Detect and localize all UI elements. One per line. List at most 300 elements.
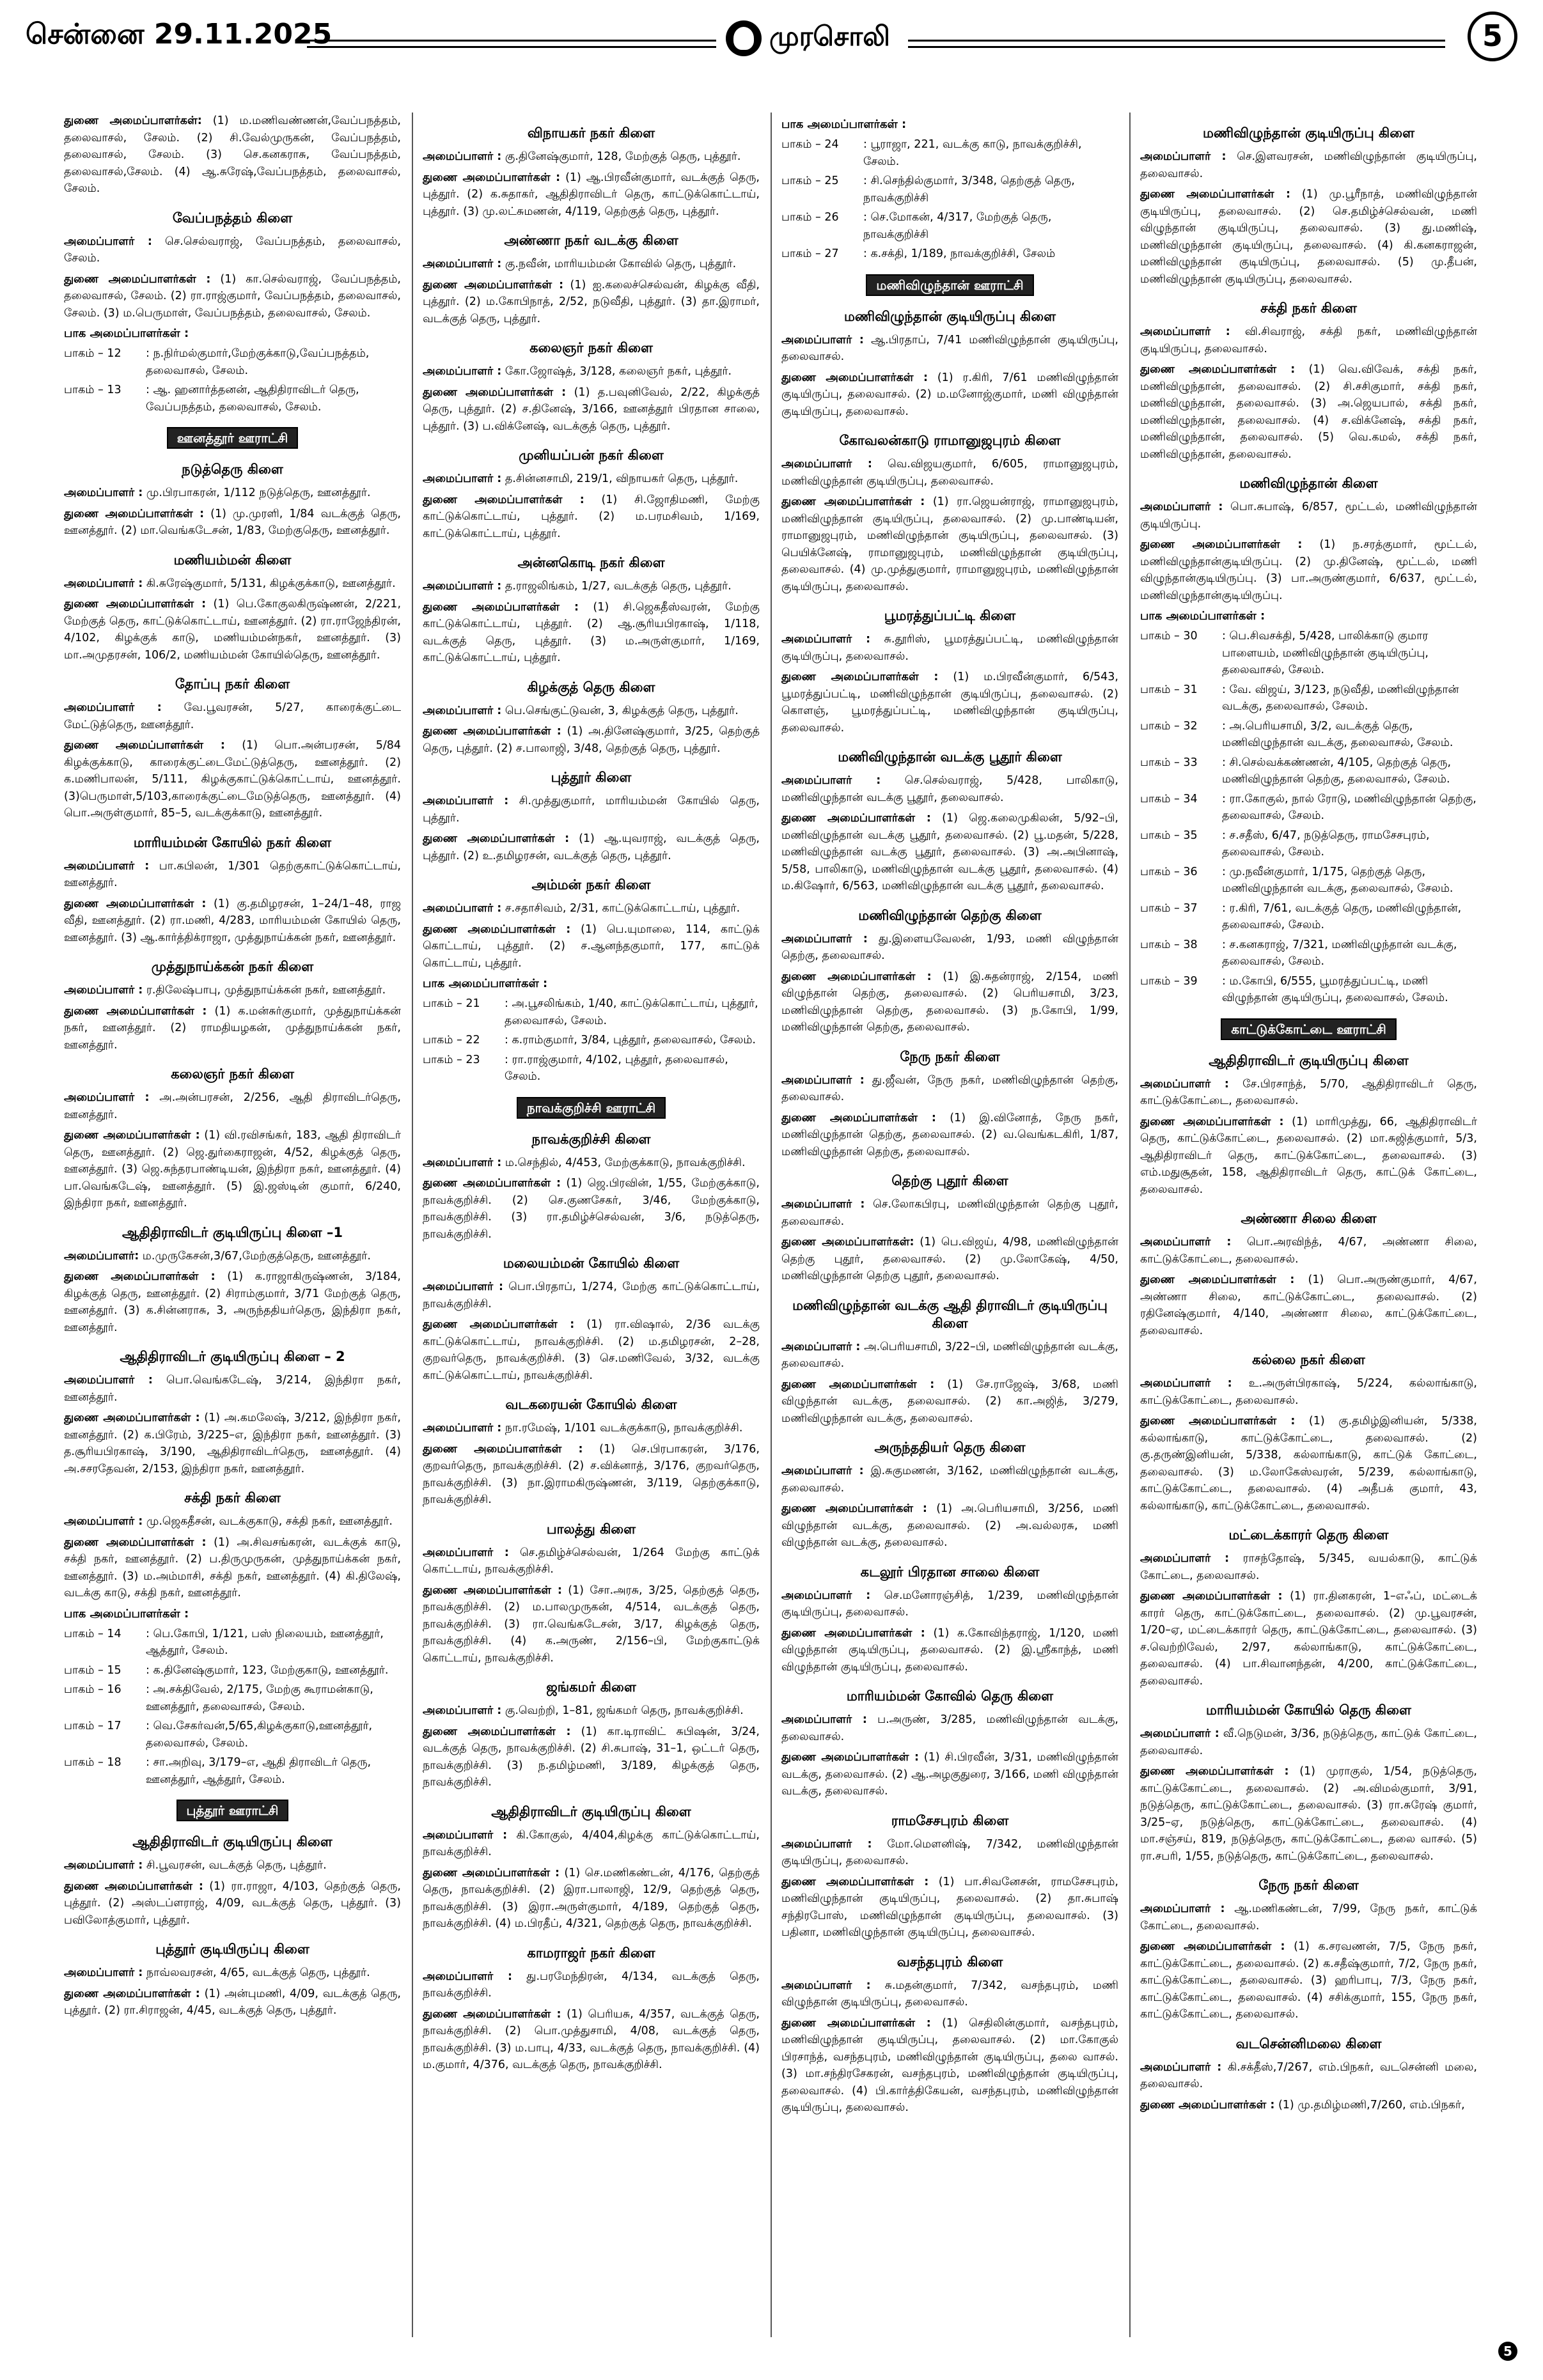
member-details: அ.அன்பரசன், 2/256, ஆதி திராவிடர்தெரு, ஊனத்தூர். [64,1091,401,1121]
member-details: மு.ஜெகதீசன், வடக்குகாடு, சக்தி நகர், ஊனத்தூர். [146,1515,393,1528]
panchayat-heading-label: நாவக்குறிச்சி ஊராட்சி [517,1097,666,1119]
member-entry [781,1977,1118,2011]
member-entry [1140,536,1477,604]
booth-entry [1140,937,1477,970]
booth-detail: : ச.கனகராஜ், 7/321, மணிவிழுந்தான் வடக்கு, தலைவாசல், சேலம். [1222,938,1457,968]
member-entry [1140,1901,1477,1934]
role-label: துணை அமைப்பாளர்கள் : [64,897,207,910]
member-entry [64,485,401,502]
member-details: கி.சுரேஷ்குமார், 5/131, கிழக்குக்காடு, ஊனத்தூர். [146,577,396,590]
section-subheading: பாக அமைப்பாளர்கள் : [64,1606,189,1621]
member-entry [781,1625,1118,1676]
member-details: (1) மாரிமுத்து, 66, ஆதிதிராவிடர் தெரு, காட்டுக்கோட்டை, தலைவாசல். (2) மா.சுஜித்குமார், 5/3, ஆதிதிராவிடர் தெரு, காட்டுக்கோட்டை, தலைவாசல். (3) எம்.மதுசூதன், 158, ஆதிதிராவிடர் தெரு, காட்டுக் கோட்டை, தலைவாசல். [1140,1115,1477,1196]
role-label: துணை அமைப்பாளர்கள் : [781,1875,929,1888]
member-entry [423,1827,760,1861]
member-entry [781,1711,1118,1745]
member-details: (1) ரா.விஷால், 2/36 வடக்கு காட்டுக்கொட்டாய், நாவக்குறிச்சி. (2) ம.தமிழரசன், 2–28, குறவர்தெரு, நாவக்குறிச்சி. (3) செ.மணிவேல், 3/32, வடக்கு காட்டுக்கொட்டாய், நாவக்குறிச்சி. [423,1318,760,1382]
booth-detail: : ர.கிரி, 7/61, வடக்குத் தெரு, மணிவிழுந்தான், தலைவாசல், சேலம். [1222,901,1462,931]
booth-detail: : ரா.கோகுல், நால் ரோடு, மணிவிழுந்தான் தெற்கு, தலைவாசல், சேலம். [1222,792,1476,822]
member-entry [423,1155,760,1172]
booth-number: பாகம் – 22 [423,1034,480,1046]
role-label: அமைப்பாளர் : [1140,325,1230,338]
role-label: துணை அமைப்பாளர்கள் : [423,171,561,184]
role-label: துணை அமைப்பாளர்கள் : [781,1502,927,1515]
member-details: கோ.ஜோஷ்த், 3/128, கலைஞர் நகர், புத்தூர். [505,365,732,378]
member-entry [1140,1413,1477,1514]
role-label: துணை அமைப்பாளர்கள் : [781,371,928,384]
member-entry [64,1372,401,1406]
member-entry [423,1279,760,1312]
member-entry [64,1878,401,1929]
member-entry [781,2015,1118,2117]
role-label: துணை அமைப்பாளர்கள் : [423,1442,583,1456]
member-details: செ.செல்வராஜ், 5/428, பாலிகாடு, மணிவிழுந்தான் வடக்கு பூதூர், தலைவாசல். [781,774,1118,804]
member-details: சி.முத்துகுமார், மாரியம்மன் கோயில் தெரு, புத்தூர். [423,795,760,825]
branch-heading: அன்னகொடி நகர் கிளை [517,555,665,570]
booth-detail: : மு.நவீன்குமார், 1/175, தெற்குத் தெரு, மணிவிழுந்தான் வடக்கு, தலைவாசல், சேலம். [1222,865,1453,895]
member-details: வெ.விஜயகுமார், 6/605, ராமானுஜபுரம், மணிவிழுந்தான் குடியிருப்பு, தலைவாசல். [781,458,1118,488]
role-label: அமைப்பாளர் : [1140,150,1226,163]
role-label: துணை அமைப்பாளர்கள் : [1140,1590,1283,1603]
member-entry [423,1441,760,1509]
member-entry [781,1376,1118,1427]
member-details: (1) ம.பிரவீன்குமார், 6/543, பூமரத்துப்பட்டி, மணிவிழுந்தான் குடியிருப்பு, தலைவாசல். (2) கொளஞ், பூமரத்துப்பட்டி, மணிவிழுந்தான் குடியிருப்பு, தலைவாசல். [781,671,1118,735]
member-entry [1140,1588,1477,1690]
branch-heading: புத்தூர் குடியிருப்பு கிளை [155,1941,309,1957]
booth-number: பாகம் – 39 [1140,974,1198,988]
role-label: துணை அமைப்பாளர்கள் : [423,1318,575,1331]
member-entry [781,1339,1118,1373]
role-label: துணை அமைப்பாளர்கள் : [1140,363,1296,376]
role-label: துணை அமைப்பாளர்கள் : [423,385,567,399]
member-entry [423,703,760,720]
column-2 [423,113,760,2337]
booth-number: பாகம் – 16 [64,1683,121,1696]
role-label: துணை அமைப்பாளர்கள் : [1140,1940,1285,1953]
member-details: து.இளையவேலன், 1/93, மணி விழுந்தான் தெற்கு, தலைவாசல். [781,932,1118,962]
branch-heading: சக்தி நகர் கிளை [184,1490,281,1505]
member-details: (1) செதிலின்குமார், வசந்தபுரம், மணிவிழுந்தான் குடியிருப்பு, தலைவாசல். (2) மா.கோகுல் பிரசாந்த், வசந்தபுரம், மணிவிழுந்தான் குடியிருப்பு, தலை வாசல். (3) மா.சந்திரசேகரன், வசந்தபுரம், மணிவிழுந்தான் குடியிருப்பு, தலைவாசல். (4) பி.கார்த்திகேயன், வசந்தபுரம், மணிவிழுந்தான் குடியிருப்பு, தலைவாசல். [781,2016,1118,2114]
member-entry [423,169,760,221]
branch-heading: மட்டைக்காரர் தெரு கிளை [1228,1527,1389,1543]
member-details: (1) ஜெ.கலைமுகிலன், 5/92–பி, மணிவிழுந்தான் வடக்கு பூதூர், தலைவாசல். (2) பூ.மதன், 5/228, மணிவிழுந்தான் வடக்கு பூதூர், தலைவாசல். (3) அ.அபினாஷ், 5/58, பாலிகாடு, மணிவிழுந்தான் வடக்கு பூதூர், தலைவாசல். (4) ம.கிஷோர், 6/563, மணிவிழுந்தான் வடக்கு பூதூர், தலைவாசல். [781,812,1118,892]
booth-number: பாகம் – 31 [1140,683,1198,696]
member-entry [64,1513,401,1530]
member-entry [423,1702,760,1720]
panchayat-heading [1140,1018,1477,1040]
member-details: (1) மு.பூரீநாத், மணிவிழுந்தான் குடியிருப்பு, தலைவாசல். (2) செ.தமிழ்ச்செல்வன், மணி விழுந்தான் குடியிருப்பு, தலைவாசல். (3) து.மணிஷ், மணிவிழுந்தான் குடியிருப்பு, தலைவாசல். (4) கி.கனகராஜன், மணிவிழுந்தான் குடியிருப்பு, தலைவாசல். (5) மு.தீபன், மணிவிழுந்தான் குடியிருப்பு, தலைவாசல். [1140,188,1477,286]
role-label: துணை அமைப்பாளர்கள்: [781,1236,914,1248]
member-entry [1140,186,1477,288]
booth-number: பாகம் – 38 [1140,938,1198,951]
branch-heading: கலைஞர் நகர் கிளை [171,1066,294,1082]
member-entry [1140,1076,1477,1110]
role-label: துணை அமைப்பாளர்கள் : [1140,538,1303,551]
branch-heading: தெற்கு புதூர் கிளை [891,1173,1008,1188]
member-entry [64,271,401,322]
booth-detail: : அ.பூசலிங்கம், 1/40, காட்டுக்கொட்டாய், புத்தூர், தலைவாசல், சேலம். [505,997,758,1027]
member-details: (1) கு.தமிழ்இனியன், 5/338, கல்லாங்காடு, காட்டுக்கோட்டை, தலைவாசல். (2) கு.தருண்இனியன், 5/338, கல்லாங்காடு, காட்டுக் கோட்டை, தலைவாசல். (3) ம.லோகேஸ்வரன், 5/239, கல்லாங்காடு, காட்டுக்கோட்டை, தலைவாசல். (4) அதீபக் குமார், 43, கல்லாங்காடு, காட்டுக்கோட்டை, தலைவாசல். [1140,1415,1477,1513]
member-details: செ.இளவரசன், மணிவிழுந்தான் குடியிருப்பு, தலைவாசல். [1140,150,1477,180]
role-label: துணை அமைப்பாளர்கள் : [423,278,564,292]
branch-heading: நாவக்குறிச்சி கிளை [531,1131,651,1147]
branch-heading: பூமரத்துப்பட்டி கிளை [884,608,1016,623]
booth-detail: : க.தினேஷ்குமார், 123, மேற்குகாடு, ஊனத்தூர். [146,1663,389,1677]
branch-heading: மணிவிழுந்தான் குடியிருப்பு கிளை [1202,125,1415,141]
member-entry [64,858,401,892]
member-entry [64,1003,401,1054]
elephant-emblem-icon [726,20,762,56]
role-label: அமைப்பாளர் : [64,1859,143,1872]
member-details: (1) ஆ.யுவராஜ், வடக்குத் தெரு, புத்தூர். (2) உ.தமிழரசன், வடக்குத் தெரு, புத்தூர். [423,832,760,862]
branch-heading: வசந்தபுரம் கிளை [897,1954,1003,1970]
section-subheading: பாக அமைப்பாளர்கள் : [64,327,189,340]
member-entry [781,332,1118,366]
member-entry [781,669,1118,736]
member-entry [423,471,760,488]
booth-number: பாகம் – 34 [1140,792,1198,805]
role-label: அமைப்பாளர் : [781,633,871,646]
booth-entry [64,1754,401,1788]
member-entry [423,384,760,435]
booth-detail: : வே. விஜய், 3/123, நடுவீதி, மணிவிழுந்தான் வடக்கு, தலைவாசல், சேலம். [1222,683,1459,713]
role-label: அமைப்பாளர் : [64,1515,143,1528]
booth-detail: : சா.அறிவு, 3/179–எ, ஆதி திராவிடர் தெரு, ஊனத்தூர், ஆத்தூர், சேலம். [146,1756,372,1786]
role-label: அமைப்பாளர் : [423,1828,508,1842]
member-entry [64,575,401,593]
booth-number: பாகம் – 27 [781,247,839,260]
member-details: (1) பெரியசு, 4/357, வடக்குத் தெரு, நாவக்குறிச்சி. (2) பொ.முத்துசாமி, 4/08, வடக்குத் தெரு, நாவக்குறிச்சி. (3) ம.பாபு, 4/33, வடக்குத் தெரு, நாவக்குறிச்சி. (4) ம.குமார், 4/376, வடக்குத் தெரு, நாவக்குறிச்சி. [423,2007,760,2071]
panchayat-heading-label: மணிவிழுந்தான் ஊராட்சி [866,274,1033,296]
role-label: அமைப்பாளர் : [781,1465,864,1477]
member-details: ப.அருண், 3/285, மணிவிழுந்தான் வடக்கு, தலைவாசல். [781,1713,1118,1743]
role-label: அமைப்பாளர் : [423,1704,502,1717]
member-details: பொ.பிரதாப், 1/274, மேற்கு காட்டுக்கொட்டாய், நாவக்குறிச்சி. [423,1280,760,1311]
role-label: அமைப்பாளர் : [781,1979,871,1992]
branch-heading: ஆதிதிராவிடர் குடியிருப்பு கிளை – 2 [120,1349,345,1364]
role-label: அமைப்பாளர் : [781,1073,865,1087]
branch-heading: மணிவிழுந்தான் குடியிருப்பு கிளை [843,308,1056,324]
role-label: அமைப்பாளர் : [781,1837,872,1851]
booth-entry [781,245,1118,263]
booth-number: பாகம் – 12 [64,347,121,360]
booth-entry [781,136,1118,170]
booth-number: பாகம் – 14 [64,1627,121,1640]
booth-entry [1140,754,1477,788]
member-entry [64,1410,401,1477]
member-entry [64,233,401,267]
branch-heading: விநாயகர் நகர் கிளை [527,125,655,141]
booth-entry [1140,827,1477,861]
role-label: அமைப்பாளர் : [781,1340,861,1353]
role-label: அமைப்பாளர் : [1140,1902,1225,1915]
booth-number: பாகம் – 36 [1140,865,1198,878]
member-entry [64,1268,401,1336]
member-entry [781,1234,1118,1285]
member-entry [423,1316,760,1384]
member-details: செ.லோகபிரபு, மணிவிழுந்தான் தெற்கு புதூர், தலைவாசல். [781,1198,1118,1228]
branch-heading: மணியம்மன் கிளை [173,552,292,568]
member-details: வீ.நெடுமன், 3/36, நடுத்தெரு, காட்டுக் கோட்டை, தலைவாசல். [1140,1727,1477,1757]
booth-entry [64,382,401,416]
member-details: பொ.அரவிந்த், 4/67, அண்ணா சிலை, காட்டுக்கோட்டை, தலைவாசல். [1140,1236,1477,1266]
role-label: அமைப்பாளர் : [64,859,150,873]
member-details: கு.தினேஷ்குமார், 128, மேற்குத் தெரு, புத்தூர். [505,150,741,163]
branch-heading: நேரு நகர் கிளை [1258,1878,1359,1893]
member-details: (1) கு.தமிழரசன், 1–24/1–48, ராஜ வீதி, ஊனத்தூர். (2) ரா.மணி, 4/283, மாரியம்மன் கோயில் தெரு, ஊனத்தூர். (3) ஆ.கார்த்திக்ராஜா, முத்துநாய்க்கன் நகர், ஊனத்தூர். [64,897,401,944]
member-entry [423,1723,760,1791]
role-label: துணை அமைப்பாளர்கள் : [781,495,925,508]
booth-number: பாகம் – 33 [1140,756,1198,769]
role-label: அமைப்பாளர் : [64,1374,153,1387]
panchayat-heading [64,427,401,449]
member-details: (1) த.பவுனிவேல், 2/22, கிழக்குத் தெரு, புத்தூர். (2) ச.தினேஷ், 3/166, ஊனத்தூர் பிரதான சாலை, புத்தூர். (3) ப.விக்னேஷ், வடக்குத் தெரு, புத்தூர். [423,385,760,433]
role-label: துணை அமைப்பாளர்கள் : [781,2016,931,2030]
branch-heading: நேரு நகர் கிளை [900,1048,1000,1064]
section-subheading: பாக அமைப்பாளர்கள் : [1140,609,1265,623]
booth-number: பாகம் – 13 [64,384,121,396]
branch-heading: ஜங்கமர் கிளை [546,1679,636,1695]
branch-heading: அண்ணா சிலை கிளை [1241,1211,1377,1226]
role-label: துணை அமைப்பாளர்கள் : [423,832,570,845]
role-label: துணை அமைப்பாளர்கள் : [1140,1415,1296,1427]
role-label: துணை அமைப்பாளர்கள் : [423,1866,560,1879]
branch-heading: வேப்பநத்தம் கிளை [172,210,293,226]
branch-heading: ஆதிதிராவிடர் குடியிருப்பு கிளை –1 [122,1224,343,1240]
member-details: (1) இ.சுதன்ராஜ், 2/154, மணி விழுந்தான் தெற்கு, தலைவாசல். (2) பெரியசாமி, 3/23, மணிவிழுந்தான் தெற்கு, தலைவாசல். (3) ந.கோபி, 1/99, மணிவிழுந்தான் தெற்கு, தலைவாசல். [781,970,1118,1034]
member-details: (1) பெ.விஜய், 4/98, மணிவிழுந்தான் தெற்கு புதூர், தலைவாசல். (2) மு.லோகேஷ், 4/50, மணிவிழுந்தான் தெற்கு புதூர், தலைவாசல். [781,1236,1118,1282]
role-label: அமைப்பாளர் : [64,486,143,499]
member-details: செ.தமிழ்ச்செல்வன், 1/264 மேற்கு காட்டுக் கொட்டாய், நாவக்குறிச்சி. [423,1546,760,1576]
branch-heading: மாரியம்மன் கோவில் தெரு கிளை [846,1688,1054,1704]
branch-heading: மாரியம்மன் கோயில் தெரு கிளை [1206,1702,1411,1718]
role-label: துணை அமைப்பாளர்கள் : [1140,188,1290,201]
role-label: அமைப்பாளர் : [423,1546,509,1559]
member-entry [781,369,1118,421]
branch-heading: நடுத்தெரு கிளை [182,462,283,477]
member-entry [64,506,401,540]
booth-number: பாகம் – 25 [781,175,839,187]
role-label: அமைப்பாளர் : [64,701,162,714]
member-entry [781,931,1118,965]
member-details: இ.சுகுமணன், 3/162, மணிவிழுந்தான் வடக்கு, தலைவாசல். [781,1465,1118,1495]
role-label: துணை அமைப்பாளர்கள் : [64,739,225,752]
member-details: சி.பூவரசன், வடக்குத் தெரு, புத்தூர். [146,1859,327,1872]
role-label: அமைப்பாளர் : [423,258,502,270]
article-columns [64,113,1478,2337]
branch-heading: கடலூர் பிரதான சாலை கிளை [860,1564,1040,1580]
member-details: (1) கா.செல்வராஜ், வேப்பநத்தம், தலைவாசல், சேலம். (2) ரா.ராஜ்குமார், வேப்பநத்தம், தலைவாசல், சேலம். (3) ம.பெருமாள், வேப்பநத்தம், தலைவாசல், சேலம். [64,272,401,320]
role-label: துணை அமைப்பாளர்கள் : [423,2007,561,2021]
member-entry [64,1857,401,1874]
booth-number: பாகம் – 18 [64,1756,121,1769]
booth-entry [423,1052,760,1085]
masthead-rule-right [908,40,1445,48]
member-details: (1) வெ.விவேக், சக்தி நகர், மணிவிழுந்தான், தலைவாசல். (2) சி.சசிகுமார், சக்தி நகர், மணிவிழுந்தான், தலைவாசல். (3) அ.ஜெயபால், சக்தி நகர், மணிவிழுந்தான், தலைவாசல். (4) ச.விக்னேஷ், சக்தி நகர், மணிவிழுந்தான், தலைவாசல். (5) வெ.கமல், சக்தி நகர், மணிவிழுந்தான், தலைவாசல். [1140,363,1477,461]
member-entry [781,1072,1118,1106]
member-details: (1) பெ.கோகுலகிருஷ்ணன், 2/221, மேற்குத் தெரு, காட்டுக்கொட்டாய், ஊனத்தூர். (2) ரா.ராஜேந்திரன், 4/102, கிழக்குக் காடு, மணியம்மன்நகர், ஊனத்தூர். (3) மா.அமுதரசன், 106/2, மணியம்மன் கோயில்தெரு, ஊனத்தூர். [64,598,401,662]
member-details: (1) அன்புமணி, 4/09, வடக்குத் தெரு, புத்தூர். (2) ரா.சிராஜன், 4/45, வடக்குத் தெரு, புத்தூர். [64,1987,401,2017]
member-details: (1) ர.கிரி, 7/61 மணிவிழுந்தான் குடியிருப்பு, தலைவாசல். (2) ம.மனோஜ்குமார், மணி விழுந்தான் குடியிருப்பு, தலைவாசல். [781,371,1118,418]
role-label: துணை அமைப்பாளர்கள் : [423,1583,562,1597]
member-entry [1140,2059,1477,2093]
member-details: (1) அ.சிவசங்கரன், வடக்குக் காடு, சக்தி நகர், ஊனத்தூர். (2) ப.திருமுருகன், முத்துநாய்க்கன் நகர், ஊனத்தூர். (3) ம.அம்மாசி, சக்தி நகர், ஊனத்தூர். (4) கி.திலேஷ், வடக்கு காடு, சக்தி நகர், ஊனத்தூர். [64,1536,401,1599]
member-entry [781,1874,1118,1941]
member-entry [423,2006,760,2074]
branch-heading: மணிவிழுந்தான் தெற்கு கிளை [858,907,1042,923]
role-label: துணை அமைப்பாளர்கள் : [64,598,207,611]
role-label: அமைப்பாளர் : [423,150,502,163]
role-label: துணை அமைப்பாளர்கள் : [1140,1765,1289,1778]
branch-heading: முனியப்பன் நகர் கிளை [519,447,664,463]
role-label: அமைப்பாளர் : [423,1970,512,1983]
role-label: அமைப்பாளர் : [781,1198,865,1211]
member-entry [781,494,1118,595]
role-label: அமைப்பாளர் : [423,472,502,485]
member-details: (1) வி.ரவிசங்கர், 183, ஆதி திராவிடர் தெரு, ஊனத்தூர். (2) ஜெ.துர்கைராஜன், 4/52, கிழக்குத் தெரு, ஊனத்தூர். (3) ஜெ.சுந்தரபாண்டியன், இந்திரா நகர், ஊனத்தூர். (4) பா.வெங்கடேஷ், ஊனத்தூர். (5) இ.ஜஸ்டின் குமார், 6/240, இந்திரா நகர், ஊனத்தூர். [64,1129,401,1209]
member-details: வி.சிவராஜ், சக்தி நகர், மணிவிழுந்தான் குடியிருப்பு, தலைவாசல். [1140,325,1477,355]
column-4 [1140,113,1477,2337]
booth-detail: : அ.பெரியசாமி, 3/2, வடக்குத் தெரு, மணிவிழுந்தான் வடக்கு, தலைவாசல், சேலம். [1222,719,1453,749]
member-details: (1) அ.பெரியசாமி, 3/256, மணி விழுந்தான் வடக்கு, தலைவாசல். (2) அ.வல்லரசு, மணி விழுந்தான் வடக்கு, தலைவாசல். [781,1502,1118,1549]
member-entry [64,1089,401,1123]
role-label: அமைப்பாளர் : [1140,1727,1219,1740]
branch-heading: மணிவிழுந்தான் கிளை [1239,476,1378,491]
role-label: துணை அமைப்பாளர்கள் : [423,1725,571,1738]
member-entry [781,1196,1118,1230]
member-details: (1) சோ.அரசு, 3/25, தெற்குத் தெரு, நாவக்குறிச்சி. (2) ம.பாலமுருகன், 4/514, வடக்குத் தெரு, நாவக்குறிச்சி. (3) ரா.வெங்கடேசன், 3/17, கிழக்குத் தெரு, நாவக்குறிச்சி. (4) க.அருண், 2/156–பி, மேற்குகாட்டுக் கொட்டாய், நாவக்குறிச்சி. [423,1583,760,1665]
role-label: துணை அமைப்பாளர்கள் : [64,507,205,520]
role-label: அமைப்பாளர் : [423,704,502,717]
branch-heading: கலைஞர் நகர் கிளை [529,340,653,355]
role-label: அமைப்பாளர்: [64,1249,139,1263]
member-details: ஆ.மணிகண்டன், 7/99, நேரு நகர், காட்டுக் கோட்டை, தலைவாசல். [1140,1902,1477,1933]
member-entry [1140,1550,1477,1584]
member-entry [64,982,401,999]
member-details: (1) செ.மணிகண்டன், 4/176, தெற்குத் தெரு, நாவக்குறிச்சி. (2) இரா.பாலாஜி, 12/9, தெற்குத் தெரு, நாவக்குறிச்சி. (3) இரா.அருள்குமார், 4/189, தெற்குத் தெரு, நாவக்குறிச்சி. (4) ம.பிரதீப், 4/321, தெற்குத் தெரு, நாவக்குறிச்சி. [423,1866,760,1930]
booth-entry [1140,973,1477,1007]
role-label: துணை அமைப்பாளர்கள் : [64,272,211,286]
role-label: துணை அமைப்பாளர்கள் : [423,1177,561,1190]
booth-detail: : செ.மோகன், 4/317, மேற்குத் தெரு, நாவக்குறிச்சி [863,211,1052,241]
member-details: சே.பிரசாந்த், 5/70, ஆதிதிராவிடர் தெரு, காட்டுக்கோட்டை, தலைவாசல். [1140,1077,1477,1107]
booth-entry [1140,681,1477,715]
role-label: துணை அமைப்பாளர்கள் : [64,1270,215,1283]
member-details: (1) க.கோவிந்தராஜ், 1/120, மணி விழுந்தான் குடியிருப்பு, தலைவாசல். (2) இ.ஸ்ரீகாந்த், மணி விழுந்தான் குடியிருப்பு, தலைவாசல். [781,1626,1118,1674]
paper-logo [726,12,905,69]
member-entry [1140,2097,1477,2114]
booth-entry [1140,628,1477,679]
member-entry [781,772,1118,806]
booth-entry [64,1662,401,1679]
member-details: (1) செ.பிரபாகரன், 3/176, குறவர்தெரு, நாவக்குறிச்சி. (2) ச.விக்னாத், 3/176, குறவர்தெரு, நாவக்குறிச்சி. (3) நா.இராமகிருஷ்ணன், 3/119, தெற்குக்காடு, நாவக்குறிச்சி. [423,1442,760,1506]
member-entry [423,830,760,864]
booth-number: பாகம் – 26 [781,211,839,224]
member-entry [64,896,401,947]
branch-heading: சக்தி நகர் கிளை [1260,300,1357,316]
role-label: அமைப்பாளர் : [1140,501,1223,513]
member-entry [1140,1763,1477,1865]
member-entry [423,256,760,273]
branch-heading: அண்ணா நகர் வடக்கு கிளை [504,233,678,248]
member-entry [781,1749,1118,1800]
member-entry [781,1587,1118,1621]
booth-entry [64,1626,401,1660]
panchayat-heading-label: புத்தூர் ஊராட்சி [176,1800,289,1821]
booth-detail: : ம.கோபி, 6/555, பூமரத்துப்பட்டி, மணி விழுந்தான் குடியிருப்பு, தலைவாசல், சேலம். [1222,974,1448,1004]
role-label: துணை அமைப்பாளர்கள் : [423,493,584,506]
branch-heading: தோப்பு நகர் கிளை [175,676,290,692]
role-label: துணை அமைப்பாளர்கள் : [1140,1115,1284,1128]
member-entry [781,1110,1118,1161]
branch-heading: மணிவிழுந்தான் வடக்கு பூதூர் கிளை [838,749,1062,765]
member-entry [1140,1725,1477,1759]
member-details: வே.பூவரசன், 5/27, காரைக்குட்டை மேட்டுத்தெரு, ஊனத்தூர். [64,701,401,731]
member-entry [1140,1272,1477,1339]
role-label: அமைப்பாளர் : [1140,1236,1232,1248]
role-label: துணை அமைப்பாளர்கள் : [64,1004,207,1018]
member-details: ராசந்தோஷ், 5/345, வயல்காடு, காட்டுக் கோட்டை, தலைவாசல். [1140,1552,1477,1582]
member-details: (1) பெ.யுமாலை, 114, காட்டுக் கொட்டாய், புத்தூர். (2) ச.ஆனந்தகுமார், 177, காட்டுக் கொட்டாய், புத்தூர். [423,922,760,970]
role-label: அமைப்பாளர் : [423,902,502,915]
member-entry [1140,361,1477,463]
booth-number: பாகம் – 30 [1140,630,1198,642]
member-entry [64,1964,401,1982]
member-entry [64,737,401,822]
member-details: (1) க.சரவணன், 7/5, நேரு நகர், காட்டுக்கோட்டை, தலைவாசல். (2) க.சதீஷ்குமார், 7/2, நேரு நகர், காட்டுக்கோட்டை, தலைவாசல். (3) ஹரிபாபு, 7/3, நேரு நகர், காட்டுக்கோட்டை, தலைவாசல். (4) சசிக்குமார், 155, நேரு நகர், காட்டுக்கோட்டை, தலைவாசல். [1140,1940,1477,2021]
member-details: (1) அ.தினேஷ்குமார், 3/25, தெற்குத் தெரு, புத்தூர். (2) ச.பாலாஜி, 3/48, தெற்குத் தெரு, புத்தூர். [423,725,760,755]
member-details: கு.வெற்றி, 1–81, ஜங்கமர் தெரு, நாவக்குறிச்சி. [505,1704,744,1717]
branch-heading: பாலத்து கிளை [546,1521,636,1537]
role-label: துணை அமைப்பாளர்கள் : [64,1412,200,1424]
role-label: அமைப்பாளர் : [1140,1552,1230,1565]
member-entry [781,1463,1118,1497]
member-entry [423,1175,760,1243]
column-1 [64,113,401,2337]
role-label: அமைப்பாளர் : [781,333,864,346]
role-label: துணை அமைப்பாளர்கள் : [423,922,571,936]
role-label: துணை அமைப்பாளர்கள் : [781,671,939,683]
booth-entry [64,345,401,379]
branch-heading: மணிவிழுந்தான் வடக்கு ஆதி திராவிடர் குடியிருப்பு கிளை [792,1297,1108,1331]
member-entry [423,921,760,972]
member-entry [1140,148,1477,182]
member-details: நாவ்லவரசன், 4/65, வடக்குத் தெரு, புத்தூர். [146,1966,370,1979]
booth-detail: : சி.செல்வக்கண்ணன், 4/105, தெற்குத் தெரு, மணிவிழுந்தான் தெற்கு, தலைவாசல், சேலம். [1222,756,1452,786]
member-entry [423,1582,760,1667]
member-details: ஆ.பிரதாப், 7/41 மணிவிழுந்தான் குடியிருப்பு, தலைவாசல். [781,333,1118,363]
role-label: அமைப்பாளர் : [781,1589,871,1602]
member-details: ர.திலேஷ்பாபு, முத்துநாய்க்கன் நகர், ஊனத்தூர். [146,984,386,997]
member-entry [1140,499,1477,533]
booth-entry [1140,791,1477,825]
member-entry [423,492,760,543]
member-entry [423,1420,760,1437]
panchayat-heading [423,1097,760,1119]
member-entry [423,363,760,380]
member-details: (1) இ.வினோத், நேரு நகர், மணிவிழுந்தான் தெற்கு, தலைவாசல். (2) வ.வெங்கடகிரி, 1/87, மணிவிழுந்தான் தெற்கு, தலைவாசல். [781,1111,1118,1158]
member-entry [423,900,760,917]
member-details: (1) மு.முரளி, 1/84 வடக்குத் தெரு, ஊனத்தூர். (2) மா.வெங்கடேசன், 1/83, மேற்குதெரு, ஊனத்தூர். [64,507,401,537]
member-details: கி.சக்தீஸ்,7/267, எம்.பிநகர், வடசென்னி மலை, தலைவாசல். [1140,2060,1477,2090]
member-entry [781,456,1118,490]
member-details: ச.சதாசிவம், 2/31, காட்டுக்கொட்டாய், புத்தூர். [505,902,740,915]
role-label: துணை அமைப்பாளர்கள் : [1140,1273,1295,1286]
role-label: துணை அமைப்பாளர்கள் : [781,970,932,983]
booth-detail: : பெ.கோபி, 1/121, பஸ் நிலையம், ஊனத்தூர், ஆத்தூர், சேலம். [146,1627,384,1657]
member-entry [781,968,1118,1036]
role-label: துணை அமைப்பாளர்கள் : [781,812,931,825]
